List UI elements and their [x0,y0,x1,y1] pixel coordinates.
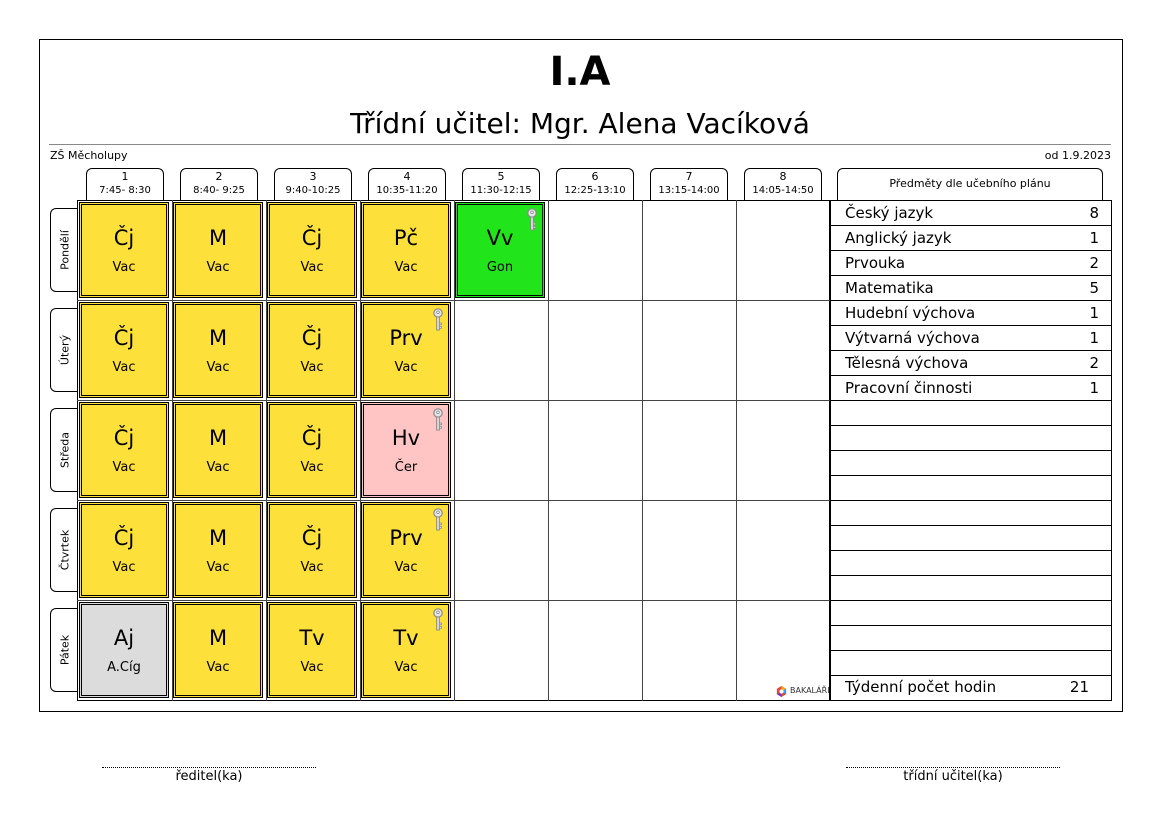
class-teacher-signature-label: třídní učitel(ka) [903,769,1003,784]
lesson-subject: Čj [301,426,323,450]
subject-row [831,451,1111,476]
lesson-teacher: Vac [206,660,230,675]
period-time: 12:25-13:10 [564,185,626,196]
subject-row [831,626,1111,651]
lesson-subject: Prv [389,526,423,550]
period-time: 8:40- 9:25 [193,185,245,196]
title-divider [49,144,1111,145]
lesson-cell[interactable] [361,302,451,398]
weekly-total-row [831,675,1111,700]
period-number: 2 [215,170,223,183]
subject-row [831,376,1111,401]
lesson-cell[interactable] [173,202,263,298]
lesson-teacher: Vac [394,560,418,575]
lesson-teacher: Vac [206,460,230,475]
period-header-8 [744,168,822,200]
lesson-cell[interactable] [267,602,357,698]
valid-from-date: od 1.9.2023 [1044,149,1111,162]
grid-row-divider [77,500,830,501]
lesson-subject: M [208,326,228,350]
principal-signature-label: ředitel(ka) [175,769,243,784]
subject-name: Matematika [845,279,934,297]
subject-row [831,526,1111,551]
lesson-teacher: Vac [300,660,324,675]
class-teacher-title: Třídní učitel: Mgr. Alena Vacíková [350,107,810,140]
period-number: 3 [309,170,317,183]
subject-hours: 2 [1089,354,1099,372]
lesson-subject: Tv [393,626,419,650]
day-label: Pátek [58,634,71,666]
lesson-cell[interactable] [267,202,357,298]
day-tab-2 [50,308,78,392]
subject-row [831,651,1111,676]
weekly-total-label: Týdenní počet hodin [845,678,997,696]
subject-row [831,476,1111,501]
bakalari-logo-text: BAKALÁŘI [790,686,830,695]
subject-row [831,501,1111,526]
lesson-subject: Prv [389,326,423,350]
class-title: I.A [549,49,611,95]
bakalari-logo-icon [776,686,787,697]
subject-hours: 8 [1089,204,1099,222]
day-tab-1 [50,208,78,292]
subject-row [831,326,1111,351]
period-number: 4 [403,170,411,183]
lesson-cell[interactable] [173,302,263,398]
period-header-1 [86,168,164,200]
day-tab-5 [50,608,78,692]
subject-hours: 1 [1089,379,1099,397]
subject-row [831,576,1111,601]
lesson-teacher: Vac [300,360,324,375]
lesson-subject: M [208,626,228,650]
lesson-subject: Čj [301,526,323,550]
key-icon [432,308,444,332]
lesson-teacher: Vac [206,260,230,275]
lesson-subject: Vv [486,226,514,250]
lesson-teacher: Čer [394,460,418,475]
lesson-subject: Pč [393,226,419,250]
lesson-cell[interactable] [361,602,451,698]
period-number: 7 [685,170,693,183]
day-label: Čtvrtek [58,529,71,571]
subject-name: Prvouka [845,254,906,272]
grid-row-divider [77,300,830,301]
lesson-cell[interactable] [455,202,545,298]
period-number: 6 [591,170,599,183]
subject-row [831,251,1111,276]
period-header-7 [650,168,728,200]
lesson-cell[interactable] [361,202,451,298]
school-name: ZŠ Měcholupy [50,149,128,162]
subject-name: Výtvarná výchova [845,329,980,347]
lesson-cell[interactable] [79,502,169,598]
lesson-cell[interactable] [361,502,451,598]
key-icon [526,208,538,232]
lesson-subject: Hv [391,426,421,450]
grid-column-divider [642,200,643,701]
subject-row [831,426,1111,451]
subjects-panel-header: Předměty dle učebního plánu [837,168,1103,200]
period-time: 14:05-14:50 [752,185,814,196]
subject-hours: 1 [1089,229,1099,247]
subject-hours: 5 [1089,279,1099,297]
lesson-teacher: Gon [486,260,514,275]
period-time: 13:15-14:00 [658,185,720,196]
lesson-subject: Tv [299,626,325,650]
subject-row [831,551,1111,576]
subject-row [831,201,1111,226]
class-teacher-signature-line [846,767,1060,768]
period-time: 10:35-11:20 [376,185,438,196]
subject-row [831,601,1111,626]
lesson-teacher: Vac [300,560,324,575]
grid-row-divider [77,600,830,601]
key-icon [432,608,444,632]
lesson-teacher: Vac [112,360,136,375]
lesson-subject: Čj [301,326,323,350]
lesson-subject: Aj [113,626,135,650]
lesson-teacher: Vac [112,260,136,275]
lesson-teacher: Vac [112,460,136,475]
lesson-cell[interactable] [173,402,263,498]
lesson-subject: M [208,426,228,450]
lesson-subject: Čj [301,226,323,250]
grid-row-divider [77,400,830,401]
period-header-3 [274,168,352,200]
period-number: 8 [779,170,787,183]
day-tab-3 [50,408,78,492]
lesson-subject: Čj [113,326,135,350]
subject-row [831,401,1111,426]
lesson-cell[interactable] [79,202,169,298]
lesson-teacher: Vac [206,360,230,375]
lesson-cell[interactable] [173,602,263,698]
day-label: Středa [58,431,71,469]
subject-name: Hudební výchova [845,304,976,322]
lesson-teacher: Vac [394,660,418,675]
day-tab-4 [50,508,78,592]
subject-hours: 1 [1089,304,1099,322]
lesson-cell[interactable] [361,402,451,498]
lesson-cell[interactable] [267,302,357,398]
day-label: Úterý [58,334,71,366]
lesson-cell[interactable] [173,502,263,598]
grid-column-divider [548,200,549,701]
subject-list [830,200,1112,701]
lesson-cell[interactable] [79,602,169,698]
lesson-subject: M [208,226,228,250]
lesson-teacher: Vac [206,560,230,575]
period-header-5 [462,168,540,200]
period-number: 1 [121,170,129,183]
subject-name: Pracovní činnosti [845,379,973,397]
period-header-4 [368,168,446,200]
grid-column-divider [736,200,737,701]
lesson-teacher: Vac [300,260,324,275]
lesson-teacher: Vac [300,460,324,475]
day-label: Pondělí [58,230,71,270]
period-header-2 [180,168,258,200]
period-time: 11:30-12:15 [470,185,532,196]
key-icon [432,508,444,532]
lesson-teacher: Vac [394,260,418,275]
period-time: 9:40-10:25 [285,185,341,196]
lesson-teacher: A.Cíg [107,660,141,675]
period-header-6 [556,168,634,200]
lesson-subject: Čj [113,526,135,550]
subject-name: Český jazyk [845,204,934,222]
subject-row [831,351,1111,376]
subject-name: Tělesná výchova [845,354,969,372]
lesson-cell[interactable] [79,302,169,398]
principal-signature-line [102,767,316,768]
lesson-teacher: Vac [112,560,136,575]
key-icon [432,408,444,432]
subject-name: Anglický jazyk [845,229,952,247]
subject-row [831,226,1111,251]
period-number: 5 [497,170,505,183]
lesson-subject: M [208,526,228,550]
period-time: 7:45- 8:30 [99,185,151,196]
lesson-teacher: Vac [394,360,418,375]
lesson-cell[interactable] [79,402,169,498]
subject-hours: 1 [1089,329,1099,347]
subject-row [831,301,1111,326]
lesson-cell[interactable] [267,502,357,598]
weekly-total-value: 21 [1069,678,1089,696]
lesson-cell[interactable] [267,402,357,498]
lesson-subject: Čj [113,226,135,250]
lesson-subject: Čj [113,426,135,450]
subject-row [831,276,1111,301]
subject-hours: 2 [1089,254,1099,272]
